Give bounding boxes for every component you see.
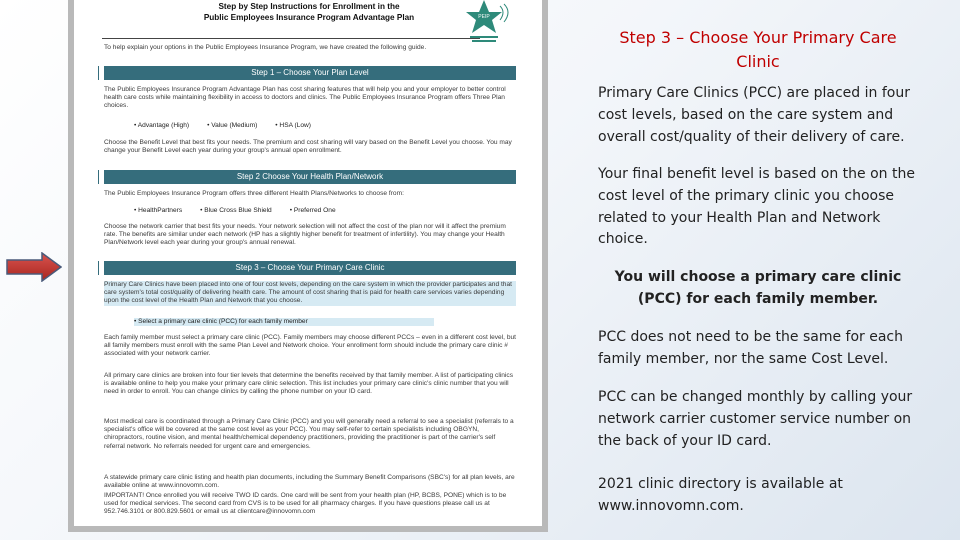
- document-para-referrals: Most medical care is coordinated through a Primary Care Clinic (PCC) and you will generally need a referral to see a specialist (referrals to a specialist's office will be covered at the same cost level as your PCC). You may self-refer to certain specialists including OBGYN, chiropractors, routine vision, and mental health/chemical dependency practitioners, providing the practitioner is part of the carrier's self referral network. No referrals needed for urgent care and emergencies.: [104, 418, 514, 450]
- step1-option: • Value (Medium): [207, 122, 258, 129]
- document-para-family: Each family member must select a primary care clinic (PCC). Family members may choose different PCCs – even in a different cost level, but all family members must enroll with the same Plan Level and Network choice. Your enrollment form should include the primary care clinic # associated with your network carrier.: [104, 334, 517, 358]
- step2-options: [134, 207, 542, 215]
- step2-text-2: Choose the network carrier that best fits your needs. Your network selection will not affect the cost of the plan nor will it affect the premium rate. The benefits are similar under each network (HP has a slightly higher benefit for treatment of infertility). You may change your Health Plan/Network level each year during your group's annual renewal.: [104, 223, 506, 247]
- para-pcc-change: PCC can be changed monthly by calling your network carrier customer service number on the back of your ID card.: [598, 389, 913, 449]
- document-title-rule: [102, 38, 480, 39]
- document-page: [74, 0, 542, 526]
- step2-option: • Blue Cross Blue Shield: [200, 207, 272, 214]
- step3-option-text: • Select a primary care clinic (PCC) for each family member: [134, 318, 308, 325]
- arrow-right-icon: [6, 252, 62, 282]
- step3-text: Primary Care Clinics have been placed into one of four cost levels, depending on the care system in which the provider participates and that care system's total cost/quality of delivering health care. The amount of cost sharing that is paid for health care services varies depending upon the cost level of the Health Plan and Network that you choose.: [104, 281, 516, 306]
- enrollment-document-image: [68, 0, 548, 532]
- step3-marker: [98, 261, 99, 275]
- step3-banner: Step 3 – Choose Your Primary Care Clinic: [104, 261, 516, 275]
- step2-option: • Preferred One: [289, 207, 336, 214]
- step2-marker: [98, 170, 99, 184]
- para-pcc-not-same: PCC does not need to be the same for each family member, nor the same Cost Level.: [598, 329, 903, 367]
- step1-text: The Public Employees Insurance Program Advantage Plan has cost sharing features that will help you and your employer to better control health care costs while maintaining flexibility in access to doctors and clinics. The Public Employees Insurance Program offers Three Plan choices.: [104, 86, 506, 110]
- logo-text: PEIP: [478, 14, 490, 20]
- step1-marker: [98, 66, 99, 80]
- step2-text: The Public Employees Insurance Program offers three different Health Plans/Networks to choose from:: [104, 190, 404, 197]
- peip-star-logo: [460, 0, 512, 46]
- para-clinic-directory: 2021 clinic directory is available at www.innovomn.com.: [598, 476, 843, 514]
- slide-heading: Step 3 – Choose Your Primary Care Clinic: [619, 28, 897, 71]
- step1-options: [134, 122, 542, 130]
- step3-option: [134, 318, 434, 326]
- step1-text-2: Choose the Benefit Level that best fits your needs. The premium and cost sharing will vary based on the Benefit Level you choose. You may change your Benefit Level each year during your group's annual open enrollment.: [104, 139, 512, 155]
- document-para-id-cards: IMPORTANT! Once enrolled you will receive TWO ID cards. One card will be sent from your health plan (HP, BCBS, PONE) which is to be used for medical services. The second card from CVS is to be used for all pharmacy charges. If you have questions please call us at 952.746.3101 or 800.829.5601 or email us at clientcare@innovomn.com: [104, 492, 507, 516]
- step1-option: • HSA (Low): [275, 122, 311, 129]
- para-benefit-level: Your final benefit level is based on the on the cost level of the primary clinic you choose related to your Health Plan and Network choice.: [598, 166, 915, 248]
- document-para-listing: A statewide primary care clinic listing and health plan documents, including the Summary Benefit Comparisons (SBC's) for all plan levels, are available online at www.innovomn.com.: [104, 474, 515, 490]
- para-pcc-levels: Primary Care Clinics (PCC) are placed in four cost levels, based on the care system and overall cost/quality of their delivery of care.: [598, 85, 910, 145]
- step1-banner: Step 1 – Choose Your Plan Level: [104, 66, 516, 80]
- step1-option: • Advantage (High): [134, 122, 190, 129]
- document-para-tiers: All primary care clinics are broken into four tier levels that determine the benefits received by that family member. A list of participating clinics is available online to help you make your primary care clinic selection. This list includes your primary care clinic's clinic number that you will need in order to enroll. You can change clinics by calling the phone number on your ID card.: [104, 372, 513, 396]
- step2-option: • HealthPartners: [134, 207, 183, 214]
- step2-banner: Step 2 Choose Your Health Plan/Network: [104, 170, 516, 184]
- document-title-line-2: Public Employees Insurance Program Advantage Plan: [203, 13, 415, 22]
- para-choose-pcc: You will choose a primary care clinic (PCC) for each family member.: [614, 269, 902, 307]
- document-intro: To help explain your options in the Public Employees Insurance Program, we have created the following guide.: [104, 44, 427, 51]
- document-title-line-1: Step by Step Instructions for Enrollment in the: [218, 2, 400, 11]
